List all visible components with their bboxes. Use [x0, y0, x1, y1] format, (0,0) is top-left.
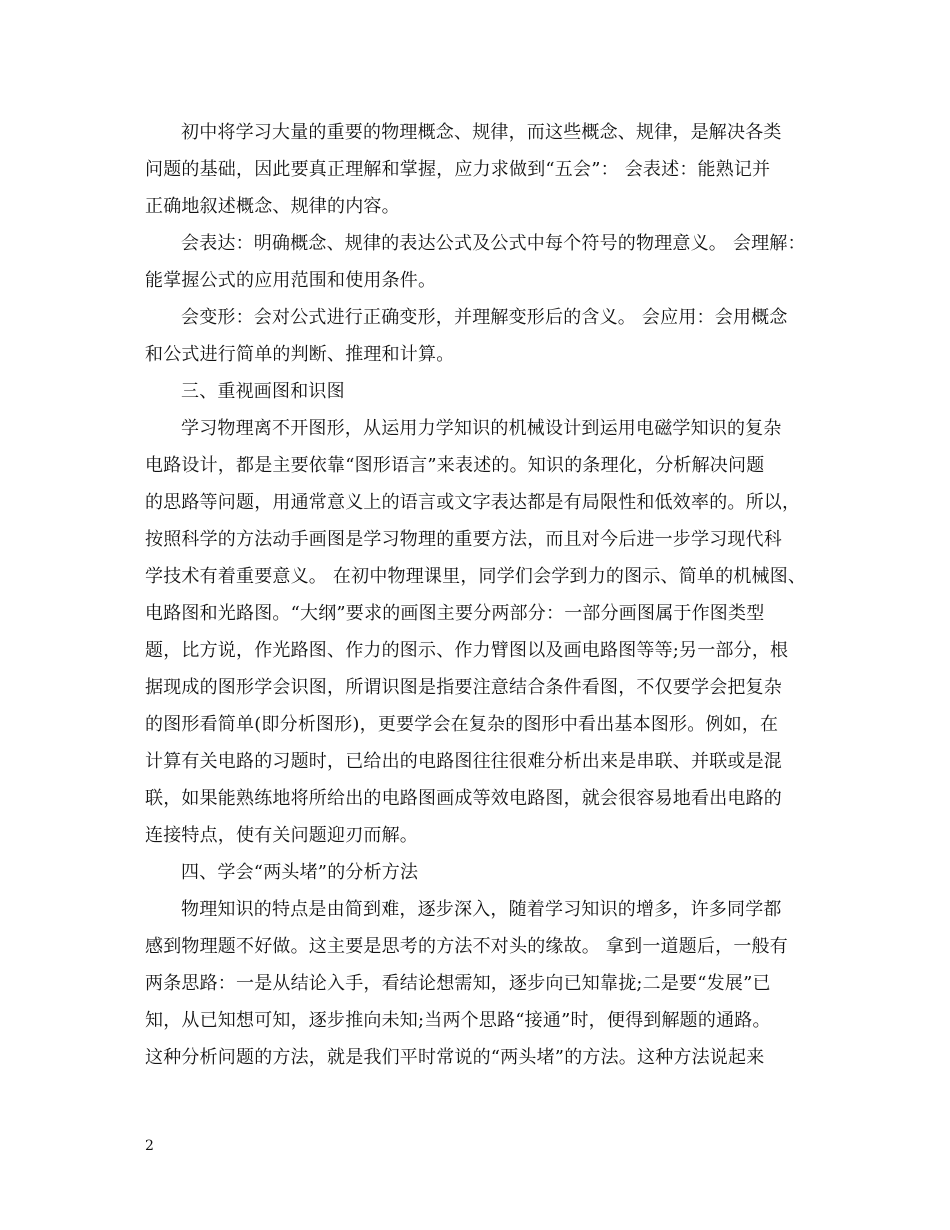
text-line: 能掌握公式的应用范围和使用条件。 — [145, 270, 437, 291]
text-line: 正确地叙述概念、规律的内容。 — [145, 196, 400, 217]
section-heading: 三、重视画图和识图 — [181, 381, 345, 402]
text-line: 会表达：明确概念、规律的表达公式及公式中每个符号的物理意义。 会理解： — [181, 233, 806, 254]
text-line: 电路图和光路图。“大纲”要求的画图主要分两部分：一部分画图属于作图类型 — [145, 603, 765, 624]
text-line: 题，比方说，作光路图、作力的图示、作力臂图以及画电路图等等;另一部分，根 — [145, 640, 789, 661]
text-line: 学习物理离不开图形，从运用力学知识的机械设计到运用电磁学知识的复杂 — [181, 418, 782, 439]
text-line: 按照科学的方法动手画图是学习物理的重要方法，而且对今后进一步学习现代科 — [145, 529, 782, 550]
text-line: 问题的基础，因此要真正理解和掌握，应力求做到“五会”： 会表述：能熟记并 — [145, 159, 771, 180]
text-line: 初中将学习大量的重要的物理概念、规律，而这些概念、规律，是解决各类 — [181, 122, 782, 143]
text-line: 电路设计，都是主要依靠“图形语言”来表述的。知识的条理化，分析解决问题 — [145, 455, 765, 476]
text-line: 据现成的图形学会识图，所谓识图是指要注意结合条件看图，不仅要学会把复杂 — [145, 677, 782, 698]
text-line: 两条思路：一是从结论入手，看结论想需知，逐步向已知靠拢;二是要“发展”已 — [145, 973, 771, 994]
text-line: 的思路等问题，用通常意义上的语言或文字表达都是有局限性和低效率的。所以， — [145, 492, 801, 513]
text-line: 物理知识的特点是由简到难，逐步深入，随着学习知识的增多，许多同学都 — [181, 899, 782, 920]
text-line: 联，如果能熟练地将所给出的电路图画成等效电路图，就会很容易地看出电路的 — [145, 788, 782, 809]
page-number: 2 — [145, 1138, 154, 1154]
section-heading: 四、学会“两头堵”的分析方法 — [181, 862, 419, 883]
text-line: 会变形：会对公式进行正确变形，并理解变形后的含义。 会应用：会用概念 — [181, 307, 788, 328]
text-line: 这种分析问题的方法，就是我们平时常说的“两头堵”的方法。这种方法说起来 — [145, 1047, 765, 1068]
text-line: 感到物理题不好做。这主要是思考的方法不对头的缘故。 拿到一道题后，一般有 — [145, 936, 788, 957]
text-line: 学技术有着重要意义。 在初中物理课里，同学们会学到力的图示、简单的机械图、 — [145, 566, 807, 587]
text-line: 知，从已知想可知，逐步推向未知;当两个思路“接通”时，便得到解题的通路。 — [145, 1010, 771, 1031]
text-line: 和公式进行简单的判断、推理和计算。 — [145, 344, 455, 365]
text-line: 计算有关电路的习题时，已给出的电路图往往很难分析出来是串联、并联或是混 — [145, 751, 782, 772]
text-line: 的图形看简单(即分析图形)，更要学会在复杂的图形中看出基本图形。例如，在 — [145, 714, 779, 735]
text-line: 连接特点，使有关问题迎刃而解。 — [145, 825, 418, 846]
body-text — [145, 114, 825, 1076]
